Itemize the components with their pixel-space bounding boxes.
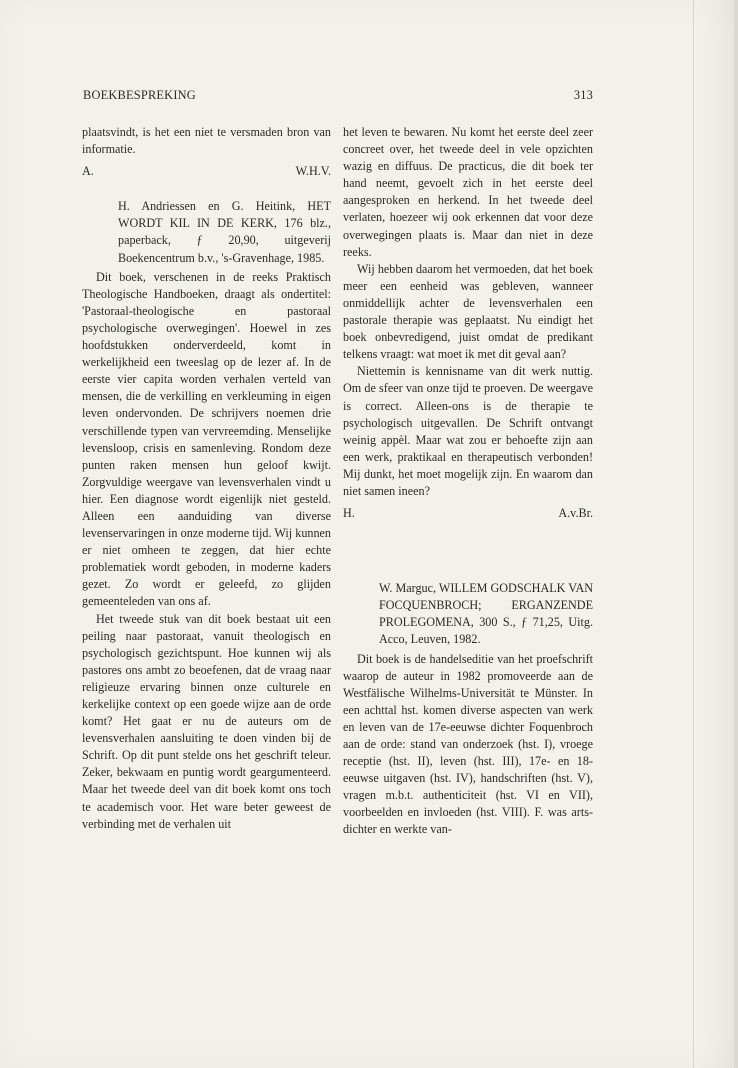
running-title: BOEKBESPREKING <box>83 88 196 102</box>
review-paragraph: Dit boek is de handelseditie van het proefschrift waarop de auteur in 1982 promoveerde aan de Westfälische Wilhelms-Universität te Münster. In een achttal hst. komen diverse aspecten van werk en leven van de 17e-eeuwse dichter Foquenbroch aan de orde: stand van onderzoek (hst. I), vroege receptie (hst. II), leven (hst. III), 17e- en 18-eeuwse uitgaven (hst. IV), handschriften (hst. V), vragen m.b.t. authenticiteit (hst. VI en VII), voorbeelden en invloeden (hst. VIII). F. was arts-dichter en werkte van- <box>343 651 593 837</box>
signature-left: A. <box>82 164 94 179</box>
page-number: 313 <box>573 88 593 102</box>
review-paragraph: Het tweede stuk van dit boek bestaat uit een peiling naar pastoraat, vanuit theologisch en psychologisch gezichtspunt. Hoe kunnen wij als pastores ons ambt zo beoefenen, dat de vraag naar religieuze ervaring binnen onze culturele en kerkelijke context op een goede wijze aan de orde komt? Het gaat er nu de auteurs om de levensverhalen aansluiting te doen vinden bij de Schrift. Op dit punt stelde ons het geschrift teleur. Zeker, bekwaam en puntig wordt geargumenteerd. Maar het tweede deel van dit boek komt ons toch te academisch voor. Het ware beter geweest de verbinding met de verhalen uit <box>82 611 331 831</box>
left-column <box>82 124 331 833</box>
review-paragraph: het leven te bewaren. Nu komt het eerste deel zeer concreet over, het tweede deel in vele opzichten wazig en diffuus. De practicus, die dit boek ter hand neemt, gevoelt zich in het eerste deel aangesproken en herkend. In het tweede deel verlaten, hoezeer wij ook erkennen dat voor deze overwegingen plaats is. Maar dan niet in deze reeks. <box>343 125 593 259</box>
reviewer-signature <box>82 163 331 180</box>
reviewer-signature <box>343 505 593 522</box>
review-closing-paragraph: plaatsvindt, is het een niet te versmaden bron van informatie. <box>82 125 331 157</box>
review-paragraph: Niettemin is kennisname van dit werk nuttig. Om de sfeer van onze tijd te proeven. De weergave is correct. Alleen-ons is de therapie te psychologisch uitgevallen. De Schrift ontvangt weinig appèl. Maar wat zou er behoefte zijn aan een werk, praktikaal en therapeutisch verbonden! Mij dunkt, het moet mogelijk zijn. En waarom dan niet samen ineen? <box>343 364 593 498</box>
bibliographic-entry: W. Marguc, WILLEM GODSCHALK VAN FOCQUENBROCH; ERGANZENDE PROLEGOMENA, 300 S., ƒ 71,25, Uitg. Acco, Leuven, 1982. <box>379 581 593 647</box>
bibliographic-entry: H. Andriessen en G. Heitink, HET WORDT KIL IN DE KERK, 176 blz., paperback, ƒ 20,90, uitgeverij Boekencentrum b.v., 's-Gravenhage, 1985. <box>118 199 331 265</box>
right-column <box>343 124 593 839</box>
signature-right: W.H.V. <box>295 164 331 179</box>
page-edge <box>693 0 694 1068</box>
review-paragraph: Dit boek, verschenen in de reeks Praktisch Theologische Handboeken, draagt als ondertitel: 'Pastoraal-theologische en pastoraal psychologische overwegingen'. Hoewel in zes hoofdstukken onderverdeeld, komt in werkelijkheid een tweeslag op de lezer af. In de eerste vier capita worden verhalen verteld van mensen, die de verkilling en verkleuming in eigen leven ondervonden. De schrijvers noemen drie verschillende typen van vervreemding. Menselijke levensloop, crisis en samenleving. Rondom deze punten raken mensen hun geloof kwijt. Zorgvuldige weergave van levensverhalen vindt u hier. Een diagnose wordt eigenlijk niet gesteld. Alleen een aanduiding van diverse levenservaringen in onze moderne tijd. Wij kunnen er niet omheen te zeggen, dat hier echte problematiek wordt geboden, in moderne kaders gezet. Zo wordt er geleefd, zo glijden gemeenteleden van ons af. <box>82 269 331 609</box>
signature-right: A.v.Br. <box>558 506 593 521</box>
signature-left: H. <box>343 506 355 521</box>
review-paragraph: Wij hebben daarom het vermoeden, dat het boek meer een eenheid was gebleven, wanneer onmiddellijk achter de levensverhalen een pastorale therapie was geplaatst. Nu eindigt het boek onbevredigend, juist omdat de predikant telkens vraagt: wat moet ik met dit geval aan? <box>343 261 593 362</box>
binding-shadow <box>698 0 738 1068</box>
running-header <box>83 88 593 106</box>
